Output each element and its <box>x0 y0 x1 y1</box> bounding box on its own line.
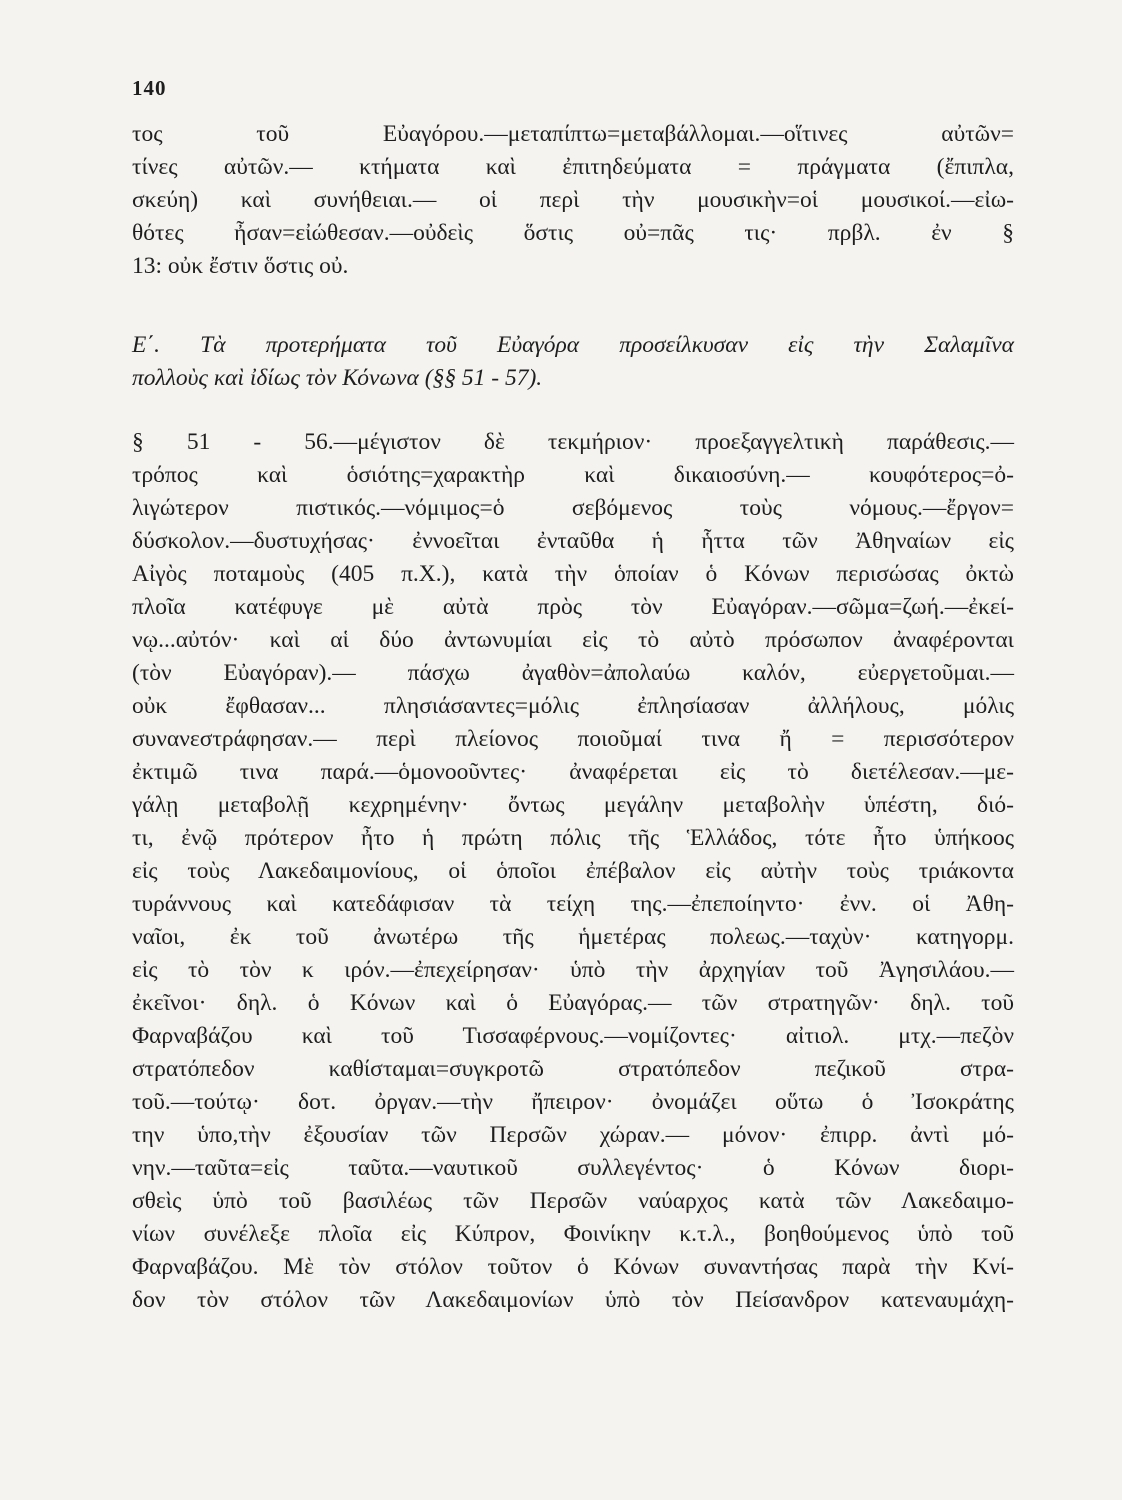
text-line: συνανεστράφησαν.— περὶ πλείονος ποιοῦμαί τινα ἤ = περισσότερον <box>132 726 1014 752</box>
text-line: νῳ...αὐτόν· καὶ αἱ δύο ἀντωνυμίαι εἰς τὸ αὐτὸ πρόσωπον ἀναφέρονται <box>132 627 1014 653</box>
text-line: ἐκτιμῶ τινα παρά.—ὁμονοοῦντες· ἀναφέρεται εἰς τὸ διετέλεσαν.—με- <box>132 759 1014 785</box>
text-line: Φαρναβάζου. Μὲ τὸν στόλον τοῦτον ὁ Κόνων συναντήσας παρὰ τὴν Κνί- <box>132 1254 1014 1280</box>
text-line: εἰς τὸ τὸν κ ιρόν.—ἐπεχείρησαν· ὑπὸ τὴν ἀρχηγίαν τοῦ Ἀγησιλάου.— <box>132 957 1014 983</box>
text-line: θότες ἦσαν=εἰώθεσαν.—οὐδεὶς ὅστις οὐ=πᾶς τις· πρβλ. ἐν § <box>132 220 1014 246</box>
paragraph-commentary-1 <box>132 118 1014 283</box>
heading-line: πολλοὺς καὶ ἰδίως τὸν Κόνωνα (§§ 51 - 57). <box>132 365 543 391</box>
text-line: νίων συνέλεξε πλοῖα εἰς Κύπρον, Φοινίκην κ.τ.λ., βοηθούμενος ὑπὸ τοῦ <box>132 1221 1014 1247</box>
text-line: λιγώτερον πιστικός.—νόμιμος=ὁ σεβόμενος τοὺς νόμους.—ἔργον= <box>132 495 1014 521</box>
section-heading <box>132 329 1014 395</box>
text-line: ἐκεῖνοι· δηλ. ὁ Κόνων καὶ ὁ Εὐαγόρας.— τῶν στρατηγῶν· δηλ. τοῦ <box>132 990 1014 1016</box>
text-line: τίνες αὐτῶν.— κτήματα καὶ ἐπιτηδεύματα = πράγματα (ἔπιπλα, <box>132 154 1014 180</box>
text-line: τοῦ.—τούτῳ· δοτ. ὀργαν.—τὴν ἤπειρον· ὀνομάζει οὕτω ὁ Ἰσοκράτης <box>132 1089 1014 1115</box>
paragraph-commentary-2 <box>132 426 1014 1317</box>
text-line: τρόπος καὶ ὁσιότης=χαρακτὴρ καὶ δικαιοσύνη.— κουφότερος=ὀ- <box>132 462 1014 488</box>
text-line: τυράννους καὶ κατεδάφισαν τὰ τείχη της.—ἐπεποίηντο· ἐνν. οἱ Ἀθη- <box>132 891 1014 917</box>
page-number: 140 <box>132 76 167 100</box>
text-line: πλοῖα κατέφυγε μὲ αὐτὰ πρὸς τὸν Εὐαγόραν.—σῶμα=ζωή.—ἐκεί- <box>132 594 1014 620</box>
text-line: την ὑπο,τὴν ἐξουσίαν τῶν Περσῶν χώραν.— μόνον· ἐπιρρ. ἀντὶ μό- <box>132 1122 1014 1148</box>
text-line: σκεύη) καὶ συνήθειαι.— οἱ περὶ τὴν μουσικὴν=οἱ μουσικοί.—εἰω- <box>132 187 1014 213</box>
text-line: νην.—ταῦτα=εἰς ταῦτα.—ναυτικοῦ συλλεγέντος· ὁ Κόνων διορι- <box>132 1155 1014 1181</box>
text-line: § 51 - 56.—μέγιστον δὲ τεκμήριον· προεξαγγελτικὴ παράθεσις.— <box>132 429 1014 455</box>
text-line: δον τὸν στόλον τῶν Λακεδαιμονίων ὑπὸ τὸν Πείσανδρον κατεναυμάχη- <box>132 1287 1014 1313</box>
text-line: ναῖοι, ἐκ τοῦ ἀνωτέρω τῆς ἡμετέρας πολεως.—ταχὺν· κατηγορμ. <box>132 924 1014 950</box>
text-line: εἰς τοὺς Λακεδαιμονίους, οἱ ὁποῖοι ἐπέβαλον εἰς αὐτὴν τοὺς τριάκοντα <box>132 858 1014 884</box>
text-line: Φαρναβάζου καὶ τοῦ Τισσαφέρνους.—νομίζοντες· αἰτιολ. μτχ.—πεζὸν <box>132 1023 1014 1049</box>
text-line: (τὸν Εὐαγόραν).— πάσχω ἀγαθὸν=ἀπολαύω καλόν, εὐεργετοῦμαι.— <box>132 660 1014 686</box>
text-line: τι, ἐνῷ πρότερον ἦτο ἡ πρώτη πόλις τῆς Ἑλλάδος, τότε ἦτο ὑπήκοος <box>132 825 1014 851</box>
text-line: Αἰγὸς ποταμοὺς (405 π.Χ.), κατὰ τὴν ὁποίαν ὁ Κόνων περισώσας ὀκτὼ <box>132 561 1014 587</box>
text-line: τος τοῦ Εὐαγόρου.—μεταπίπτω=μεταβάλλομαι.—οἵτινες αὐτῶν= <box>132 121 1014 147</box>
text-line: 13: οὐκ ἔστιν ὅστις οὐ. <box>132 253 349 279</box>
text-line: γάλῃ μεταβολῇ κεχρημένην· ὄντως μεγάλην μεταβολὴν ὑπέστη, διό- <box>132 792 1014 818</box>
heading-line: Ε΄. Τὰ προτερήματα τοῦ Εὐαγόρα προσείλκυσαν εἰς τὴν Σαλαμῖνα <box>132 332 1014 358</box>
text-line: σθεὶς ὑπὸ τοῦ βασιλέως τῶν Περσῶν ναύαρχος κατὰ τῶν Λακεδαιμο- <box>132 1188 1014 1214</box>
text-line: στρατόπεδον καθίσταμαι=συγκροτῶ στρατόπεδον πεζικοῦ στρα- <box>132 1056 1014 1082</box>
text-line: οὐκ ἔφθασαν... πλησιάσαντες=μόλις ἐπλησίασαν ἀλλήλους, μόλις <box>132 693 1014 719</box>
text-line: δύσκολον.—δυστυχήσας· ἐννοεῖται ἐνταῦθα ἡ ἧττα τῶν Ἀθηναίων εἰς <box>132 528 1014 554</box>
